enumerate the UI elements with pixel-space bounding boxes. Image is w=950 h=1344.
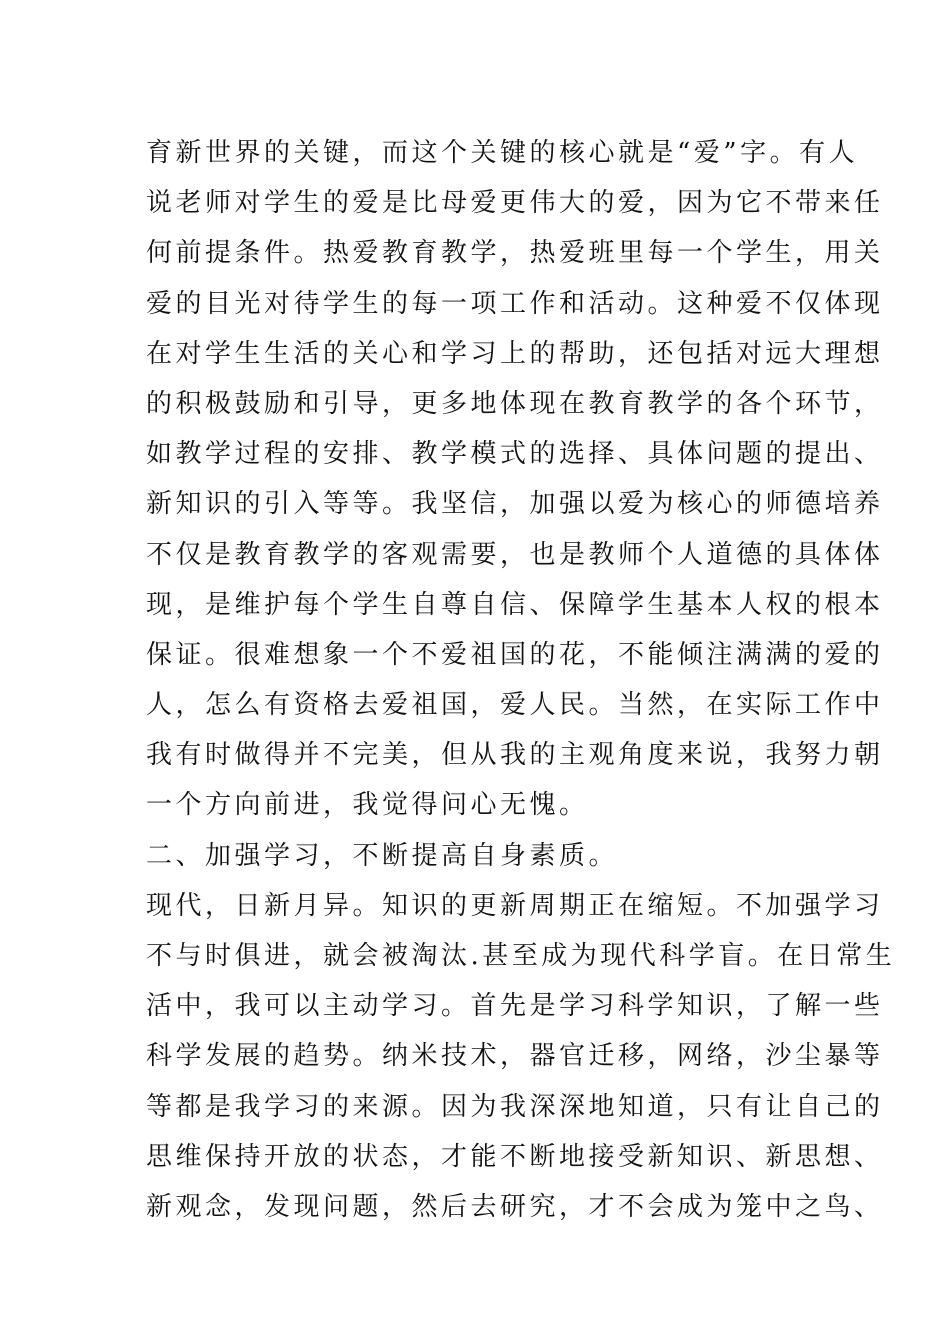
text-line: 等都是我学习的来源。因为我深深地知道，只有让自己的: [146, 1091, 884, 1122]
text-line: 爱的目光对待学生的每一项工作和活动。这种爱不仅体现: [146, 288, 884, 319]
section-heading: 二、加强学习，不断提高自身素质。: [146, 840, 619, 871]
text-line: 现，是维护每个学生自尊自信、保障学生基本人权的根本: [146, 589, 884, 620]
text-line: 不与时俱进，就会被淘汰.甚至成为现代科学盲。在日常生: [146, 941, 896, 971]
document-body: [146, 128, 896, 1232]
text-line: 人，怎么有资格去爱祖国，爱人民。当然，在实际工作中: [146, 690, 884, 721]
text-line: 的积极鼓励和引导，更多地体现在教育教学的各个环节，: [146, 388, 884, 419]
text-line: 育新世界的关键，而这个关键的核心就是“爱”字。有人: [146, 138, 859, 168]
text-line: 说老师对学生的爱是比母爱更伟大的爱，因为它不带来任: [146, 188, 884, 219]
text-line: 如教学过程的安排、教学模式的选择、具体问题的提出、: [146, 439, 884, 470]
text-line: 一个方向前进，我觉得问心无愧。: [146, 790, 589, 821]
text-line: 现代，日新月异。知识的更新周期正在缩短。不加强学习: [146, 890, 884, 921]
text-line: 不仅是教育教学的客观需要，也是教师个人道德的具体体: [146, 539, 884, 570]
text-line: 新知识的引入等等。我坚信，加强以爱为核心的师德培养: [146, 489, 884, 520]
text-line: 何前提条件。热爱教育教学，热爱班里每一个学生，用关: [146, 238, 884, 269]
text-line: 保证。很难想象一个不爱祖国的花，不能倾注满满的爱的: [146, 639, 884, 670]
text-line: 科学发展的趋势。纳米技术，器官迁移，网络，沙尘暴等: [146, 1041, 884, 1072]
text-line: 在对学生生活的关心和学习上的帮助，还包括对远大理想: [146, 338, 884, 369]
text-line: 新观念，发现问题，然后去研究，才不会成为笼中之鸟、: [146, 1191, 884, 1222]
text-line: 我有时做得并不完美，但从我的主观角度来说，我努力朝: [146, 740, 884, 771]
text-line: 活中，我可以主动学习。首先是学习科学知识，了解一些: [146, 991, 884, 1022]
text-line: 思维保持开放的状态，才能不断地接受新知识、新思想、: [146, 1141, 884, 1172]
